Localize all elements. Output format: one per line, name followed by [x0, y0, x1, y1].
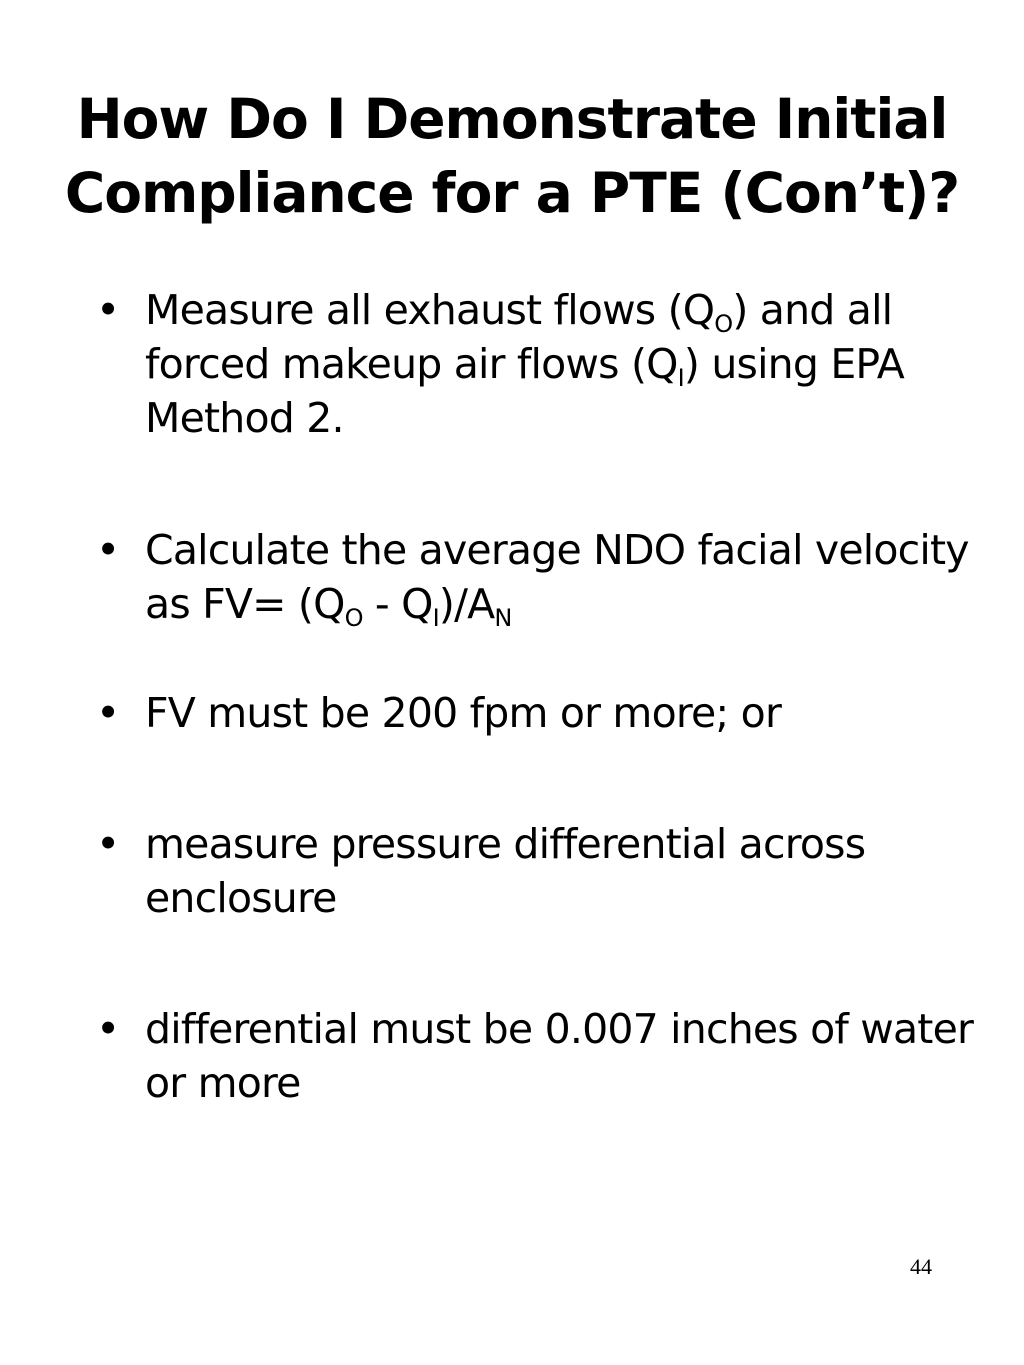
bullet-text	[145, 283, 976, 445]
bullet-item-differential-requirement	[96, 1002, 976, 1110]
bullet-item-calculate-velocity	[96, 523, 976, 631]
bullet-text	[145, 523, 976, 631]
bullet-text: FV must be 200 fpm or more; or	[145, 689, 782, 737]
bullet-text-part: Calculate the average NDO facial velocity as FV= (Q	[145, 526, 969, 628]
subscript-o: O	[344, 604, 363, 632]
bullet-text-part: ) and all forced makeup air flows (Q	[145, 286, 893, 388]
bullet-text-part: Measure all exhaust flows (Q	[145, 286, 715, 334]
bullet-item-fv-requirement	[96, 686, 976, 740]
subscript-o: O	[714, 310, 733, 338]
bullet-text-part: - Q	[362, 580, 433, 628]
subscript-i: I	[677, 364, 684, 392]
bullet-item-measure-flows	[96, 283, 976, 445]
title-line-2: Compliance for a PTE (Con’t)?	[64, 161, 960, 225]
bullet-item-measure-pressure	[96, 817, 976, 925]
bullet-dot: •	[96, 820, 120, 868]
bullet-dot: •	[96, 526, 120, 574]
bullet-text: differential must be 0.007 inches of water or more	[145, 1005, 974, 1107]
slide-title	[30, 82, 994, 230]
subscript-n: N	[494, 604, 512, 632]
bullet-dot: •	[96, 286, 120, 334]
bullet-dot: •	[96, 1005, 120, 1053]
subscript-i: I	[432, 604, 439, 632]
title-line-1: How Do I Demonstrate Initial	[76, 87, 948, 151]
bullet-text: measure pressure differential across enclosure	[145, 820, 866, 922]
bullet-text-part: ) using EPA Method 2.	[145, 340, 904, 442]
bullet-text-part: )/A	[438, 580, 495, 628]
page-number: 44	[910, 1254, 932, 1279]
bullet-dot: •	[96, 689, 120, 737]
